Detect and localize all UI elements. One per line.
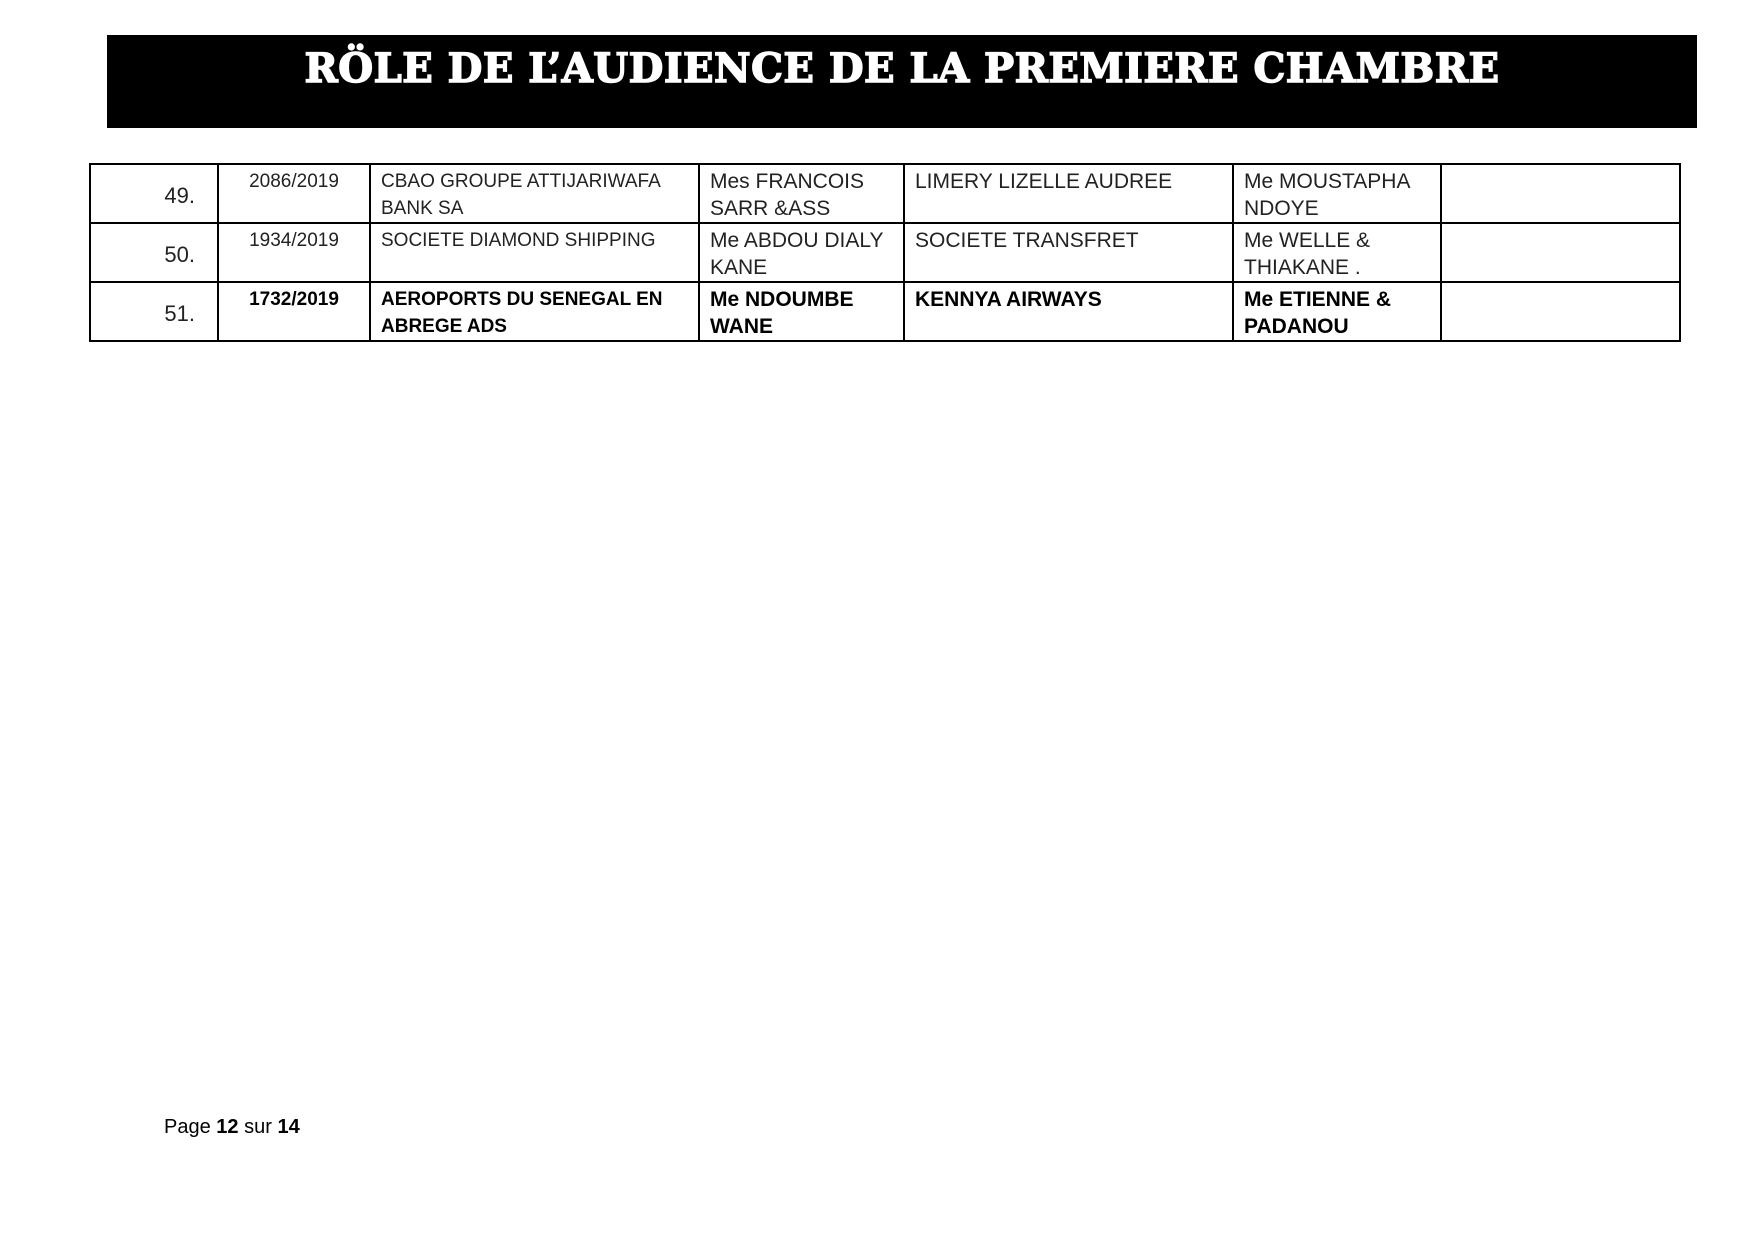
total-pages-number: 14 — [277, 1116, 300, 1138]
defendant: LIMERY LIZELLE AUDREE — [904, 164, 1233, 223]
current-page-number: 12 — [216, 1116, 239, 1138]
plaintiff: SOCIETE DIAMOND SHIPPING — [370, 223, 699, 282]
defendant: KENNYA AIRWAYS — [904, 282, 1233, 341]
defendant-counsel: Me ETIENNE & PADANOU — [1233, 282, 1441, 341]
case-number: 1934/2019 — [218, 223, 370, 282]
plaintiff-counsel: Me NDOUMBE WANE — [699, 282, 904, 341]
title-banner — [107, 35, 1697, 128]
plaintiff-counsel: Mes FRANCOIS SARR &ASS — [699, 164, 904, 223]
page-of-label: sur — [244, 1116, 272, 1138]
table-row — [90, 164, 1680, 223]
plaintiff: AEROPORTS DU SENEGAL EN ABREGE ADS — [370, 282, 699, 341]
defendant: SOCIETE TRANSFRET — [904, 223, 1233, 282]
observations — [1441, 282, 1680, 341]
case-number: 1732/2019 — [218, 282, 370, 341]
case-number: 2086/2019 — [218, 164, 370, 223]
table-row — [90, 223, 1680, 282]
row-number: 49. — [90, 164, 218, 223]
defendant-counsel: Me WELLE & THIAKANE . — [1233, 223, 1441, 282]
row-number: 50. — [90, 223, 218, 282]
observations — [1441, 223, 1680, 282]
document-title: RÖLE DE L’AUDIENCE DE LA PREMIERE CHAMBRE — [304, 45, 1500, 92]
page-footer — [164, 1116, 300, 1139]
row-number: 51. — [90, 282, 218, 341]
plaintiff-counsel: Me ABDOU DIALY KANE — [699, 223, 904, 282]
observations — [1441, 164, 1680, 223]
page-label: Page — [164, 1116, 211, 1138]
defendant-counsel: Me MOUSTAPHA NDOYE — [1233, 164, 1441, 223]
table-row — [90, 282, 1680, 341]
hearing-roll-table — [89, 163, 1681, 342]
plaintiff: CBAO GROUPE ATTIJARIWAFA BANK SA — [370, 164, 699, 223]
